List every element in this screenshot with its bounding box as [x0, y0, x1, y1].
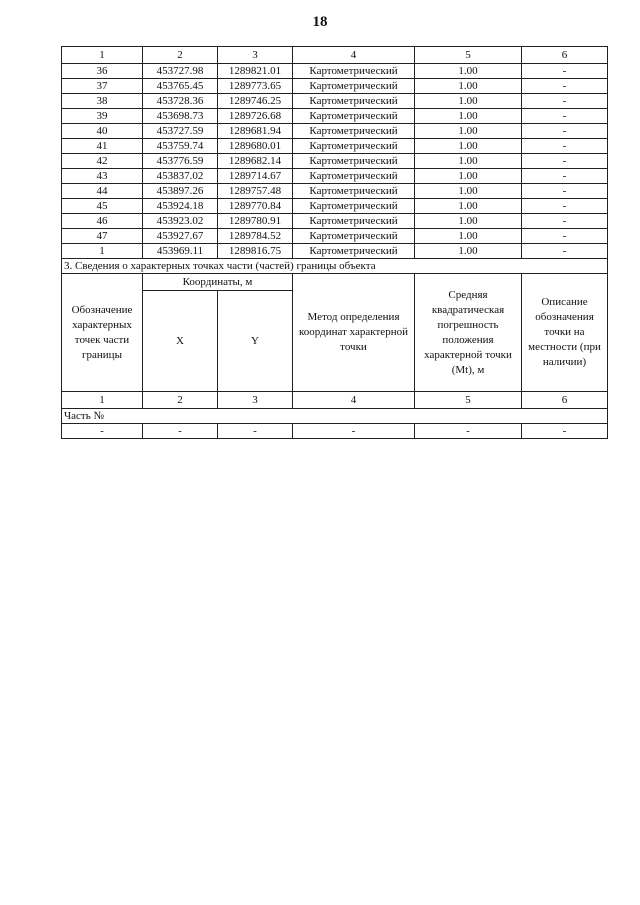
table-cell: 1289784.52	[218, 229, 293, 244]
table-row	[62, 184, 608, 199]
table-cell: -	[522, 229, 608, 244]
table-cell: 1.00	[415, 109, 522, 124]
table-cell: 44	[62, 184, 143, 199]
table-cell: 1	[62, 244, 143, 259]
table-cell: Картометрический	[293, 94, 415, 109]
table-cell: Картометрический	[293, 79, 415, 94]
table-cell: 453924.18	[143, 199, 218, 214]
table-cell: 1.00	[415, 139, 522, 154]
table-cell: 1.00	[415, 229, 522, 244]
table-cell: 453698.73	[143, 109, 218, 124]
table-cell: -	[62, 424, 143, 439]
table-cell: 453759.74	[143, 139, 218, 154]
col-number: 5	[415, 47, 522, 64]
table-cell: -	[522, 214, 608, 229]
col-number: 2	[143, 392, 218, 409]
table-cell: 1289682.14	[218, 154, 293, 169]
table-row	[62, 169, 608, 184]
col-number: 2	[143, 47, 218, 64]
col-number: 1	[62, 392, 143, 409]
table-row	[62, 124, 608, 139]
table-cell: 1289681.94	[218, 124, 293, 139]
table-cell: 1289770.84	[218, 199, 293, 214]
table-cell: 1.00	[415, 184, 522, 199]
header-method: Метод определения координат характерной точки	[293, 274, 415, 392]
column-number-row	[62, 47, 608, 64]
table-cell: 36	[62, 64, 143, 79]
header-designation: Обозначение характерных точек части границы	[62, 274, 143, 392]
table-cell: 1289757.48	[218, 184, 293, 199]
table-cell: 41	[62, 139, 143, 154]
table-cell: -	[218, 424, 293, 439]
table-row	[62, 94, 608, 109]
table-cell: 1289816.75	[218, 244, 293, 259]
coordinates-table	[61, 46, 608, 439]
table-cell: 1.00	[415, 79, 522, 94]
table-cell: 37	[62, 79, 143, 94]
table-cell: 1.00	[415, 124, 522, 139]
table-cell: -	[522, 79, 608, 94]
col-number: 6	[522, 47, 608, 64]
table-cell: -	[415, 424, 522, 439]
table-cell: 1289746.25	[218, 94, 293, 109]
table-cell: -	[293, 424, 415, 439]
header-coordinates: Координаты, м	[143, 274, 293, 291]
table-cell: Картометрический	[293, 229, 415, 244]
col-number: 6	[522, 392, 608, 409]
table-cell: -	[522, 424, 608, 439]
table-cell: 40	[62, 124, 143, 139]
table-cell: 453727.59	[143, 124, 218, 139]
table-cell: 1.00	[415, 244, 522, 259]
table-cell: Картометрический	[293, 184, 415, 199]
table-cell: 453727.98	[143, 64, 218, 79]
empty-data-row	[62, 424, 608, 439]
table-cell: Картометрический	[293, 139, 415, 154]
table-row	[62, 154, 608, 169]
table-cell: -	[522, 184, 608, 199]
header-x: X	[143, 291, 218, 392]
table-cell: Картометрический	[293, 154, 415, 169]
table-cell: -	[522, 139, 608, 154]
col-number: 4	[293, 392, 415, 409]
table-cell: 1.00	[415, 94, 522, 109]
table-cell: -	[522, 169, 608, 184]
section-3-title: 3. Сведения о характерных точках части (частей) границы объекта	[62, 259, 608, 274]
table-cell: -	[522, 94, 608, 109]
table-row	[62, 244, 608, 259]
table-cell: -	[522, 199, 608, 214]
table-cell: Картометрический	[293, 214, 415, 229]
table-row	[62, 214, 608, 229]
part-label-row	[62, 409, 608, 424]
col-number: 3	[218, 392, 293, 409]
table-cell: 1289714.67	[218, 169, 293, 184]
col-number: 4	[293, 47, 415, 64]
table-cell: Картометрический	[293, 199, 415, 214]
table-cell: 453837.02	[143, 169, 218, 184]
table-cell: 1.00	[415, 169, 522, 184]
header-error: Средняя квадратическая погрешность положения характерной точки (Mt), м	[415, 274, 522, 392]
table-cell: 42	[62, 154, 143, 169]
table-cell: 453776.59	[143, 154, 218, 169]
table-cell: 1289780.91	[218, 214, 293, 229]
section-title-row	[62, 259, 608, 274]
header-description: Описание обозначения точки на местности (при наличии)	[522, 274, 608, 392]
table-cell: 453969.11	[143, 244, 218, 259]
table-cell: 46	[62, 214, 143, 229]
table-cell: Картометрический	[293, 244, 415, 259]
table-cell: 453927.67	[143, 229, 218, 244]
section-header-row-1	[62, 274, 608, 291]
col-number: 3	[218, 47, 293, 64]
table-cell: 1289680.01	[218, 139, 293, 154]
table-cell: -	[522, 244, 608, 259]
table-cell: 453728.36	[143, 94, 218, 109]
col-number: 5	[415, 392, 522, 409]
table-cell: 38	[62, 94, 143, 109]
table-cell: 47	[62, 229, 143, 244]
table-cell: -	[522, 154, 608, 169]
table-cell: -	[522, 124, 608, 139]
table-cell: -	[522, 109, 608, 124]
table-cell: 453897.26	[143, 184, 218, 199]
table-row	[62, 199, 608, 214]
table-cell: 1.00	[415, 64, 522, 79]
table-row	[62, 109, 608, 124]
table-cell: Картометрический	[293, 109, 415, 124]
table-cell: 45	[62, 199, 143, 214]
page-number: 18	[312, 14, 328, 30]
table-cell: 1.00	[415, 199, 522, 214]
table-cell: 1289726.68	[218, 109, 293, 124]
table-cell: 39	[62, 109, 143, 124]
table-cell: Картометрический	[293, 64, 415, 79]
table-row	[62, 139, 608, 154]
table-cell: Картометрический	[293, 124, 415, 139]
table-cell: 1289821.01	[218, 64, 293, 79]
table-row	[62, 229, 608, 244]
table-cell: -	[143, 424, 218, 439]
table-row	[62, 64, 608, 79]
table-cell: -	[522, 64, 608, 79]
part-label: Часть №	[62, 409, 608, 424]
table-cell: Картометрический	[293, 169, 415, 184]
table-cell: 453765.45	[143, 79, 218, 94]
header-y: Y	[218, 291, 293, 392]
table-cell: 1.00	[415, 154, 522, 169]
table-cell: 1289773.65	[218, 79, 293, 94]
col-number: 1	[62, 47, 143, 64]
table-row	[62, 79, 608, 94]
table-cell: 43	[62, 169, 143, 184]
table-cell: 1.00	[415, 214, 522, 229]
table-cell: 453923.02	[143, 214, 218, 229]
section-column-number-row	[62, 392, 608, 409]
